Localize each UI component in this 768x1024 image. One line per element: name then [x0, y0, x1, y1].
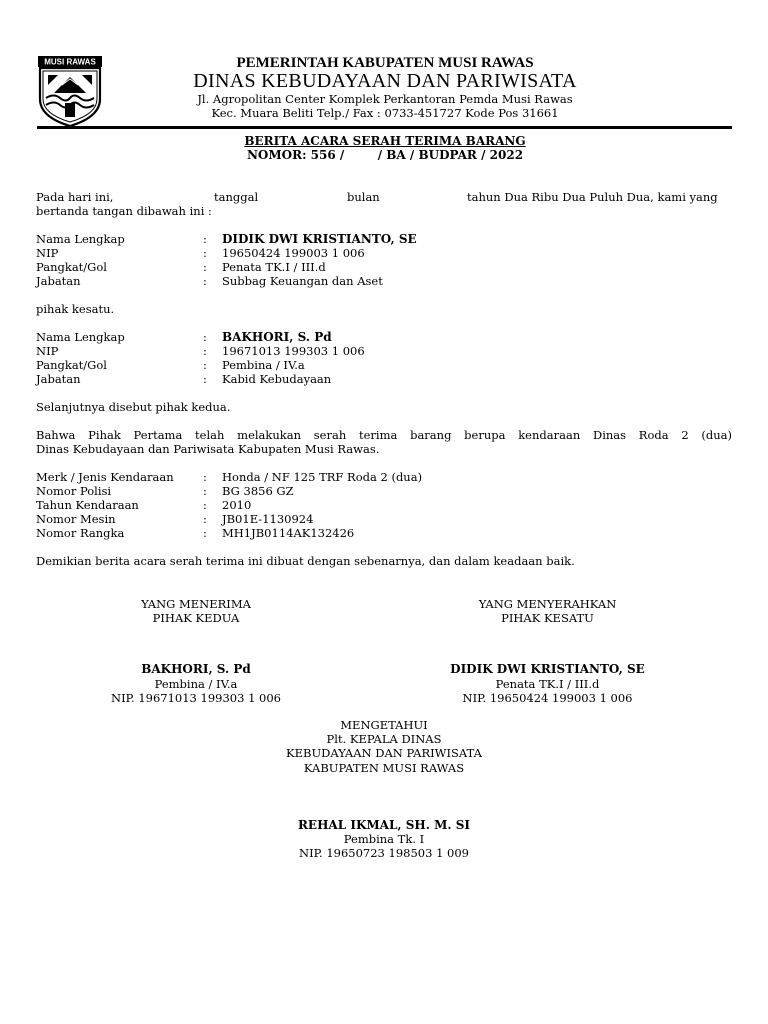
- receiver-nip: NIP. 19671013 199303 1 006: [111, 691, 281, 705]
- receiver-role: YANG MENERIMA: [141, 597, 251, 611]
- party1-colon: :: [203, 232, 207, 246]
- opening-line-2: bertanda tangan dibawah ini :: [36, 204, 212, 218]
- giver-party: PIHAK KESATU: [501, 611, 594, 625]
- giver-rank: Penata TK.I / III.d: [495, 677, 600, 691]
- acknowledger-nip: NIP. 19650723 198503 1 009: [299, 846, 469, 860]
- vehicle-label: Nomor Polisi: [36, 484, 112, 498]
- vehicle-colon: :: [203, 498, 207, 512]
- acknowledger-agency: KEBUDAYAAN DAN PARIWISATA: [286, 746, 482, 760]
- party1-nip: 19650424 199003 1 006: [222, 246, 365, 260]
- vehicle-label: Nomor Mesin: [36, 512, 116, 526]
- vehicle-label: Nomor Rangka: [36, 526, 125, 540]
- closing-statement: Demikian berita acara serah terima ini dibuat dengan sebenarnya, dan dalam keadaan baik.: [36, 554, 575, 568]
- party2-position: Kabid Kebudayaan: [222, 372, 332, 386]
- document-title: BERITA ACARA SERAH TERIMA BARANG: [244, 134, 526, 148]
- opening-word-1: Pada hari ini,: [36, 190, 114, 204]
- vehicle-colon: :: [203, 526, 207, 540]
- vehicle-engine-number: JB01E-1130924: [222, 512, 314, 526]
- letterhead-government: PEMERINTAH KABUPATEN MUSI RAWAS: [236, 55, 534, 71]
- party1-name: DIDIK DWI KRISTIANTO, SE: [222, 232, 417, 246]
- party1-suffix: pihak kesatu.: [36, 302, 115, 316]
- opening-word-4: tahun Dua Ribu Dua Puluh Dua, kami yang: [467, 190, 718, 204]
- letterhead-address: Jl. Agropolitan Center Komplek Perkantoran Pemda Musi Rawas: [197, 92, 573, 106]
- party2-rank: Pembina / IV.a: [222, 358, 305, 372]
- acknowledger-region: KABUPATEN MUSI RAWAS: [303, 761, 465, 775]
- party2-nip: 19671013 199303 1 006: [222, 344, 365, 358]
- acknowledger-title: Plt. KEPALA DINAS: [326, 732, 442, 746]
- receiver-rank: Pembina / IV.a: [154, 677, 238, 691]
- vehicle-frame-number: MH1JB0114AK132426: [222, 526, 355, 540]
- party1-label: NIP: [36, 246, 59, 260]
- opening-word-3: bulan: [347, 190, 380, 204]
- acknowledger-rank: Pembina Tk. I: [343, 832, 425, 846]
- letterhead-contact: Kec. Muara Beliti Telp./ Fax : 0733-451727 Kode Pos 31661: [211, 106, 559, 120]
- party2-colon: :: [203, 330, 207, 344]
- party2-label: Jabatan: [36, 372, 81, 386]
- receiver-name: BAKHORI, S. Pd: [141, 662, 251, 676]
- statement-line-2: Dinas Kebudayaan dan Pariwisata Kabupaten Musi Rawas.: [36, 442, 380, 456]
- party2-name: BAKHORI, S. Pd: [222, 330, 332, 344]
- party1-rank: Penata TK.I / III.d: [222, 260, 326, 274]
- party1-label: Nama Lengkap: [36, 232, 125, 246]
- party1-colon: :: [203, 246, 207, 260]
- vehicle-label: Tahun Kendaraan: [36, 498, 139, 512]
- party1-label: Jabatan: [36, 274, 81, 288]
- party2-colon: :: [203, 344, 207, 358]
- letterhead-agency: DINAS KEBUDAYAAN DAN PARIWISATA: [193, 70, 577, 92]
- party1-colon: :: [203, 274, 207, 288]
- vehicle-label: Merk / Jenis Kendaraan: [36, 470, 174, 484]
- vehicle-plate: BG 3856 GZ: [222, 484, 294, 498]
- letterhead-divider: [37, 126, 732, 129]
- receiver-party: PIHAK KEDUA: [152, 611, 240, 625]
- party2-colon: :: [203, 358, 207, 372]
- party2-label: Pangkat/Gol: [36, 358, 107, 372]
- vehicle-brand: Honda / NF 125 TRF Roda 2 (dua): [222, 470, 423, 484]
- party1-colon: :: [203, 260, 207, 274]
- acknowledger-heading: MENGETAHUI: [340, 718, 428, 732]
- party2-label: Nama Lengkap: [36, 330, 125, 344]
- musi-rawas-crest-logo: [36, 55, 104, 127]
- party1-label: Pangkat/Gol: [36, 260, 107, 274]
- party1-position: Subbag Keuangan dan Aset: [222, 274, 383, 288]
- vehicle-colon: :: [203, 484, 207, 498]
- party2-suffix: Selanjutnya disebut pihak kedua.: [36, 400, 231, 414]
- party2-colon: :: [203, 372, 207, 386]
- vehicle-year: 2010: [222, 498, 252, 512]
- opening-word-2: tanggal: [214, 190, 259, 204]
- giver-role: YANG MENYERAHKAN: [478, 597, 617, 611]
- statement-line-1: Bahwa Pihak Pertama telah melakukan serah terima barang berupa kendaraan Dinas Roda 2 (dua): [36, 428, 732, 442]
- party2-label: NIP: [36, 344, 59, 358]
- giver-nip: NIP. 19650424 199003 1 006: [462, 691, 633, 705]
- giver-name: DIDIK DWI KRISTIANTO, SE: [450, 662, 645, 676]
- logo-text: MUSI RAWAS: [44, 57, 96, 67]
- vehicle-colon: :: [203, 512, 207, 526]
- document-number: NOMOR: 556 / / BA / BUDPAR / 2022: [246, 148, 524, 162]
- vehicle-colon: :: [203, 470, 207, 484]
- acknowledger-name: REHAL IKMAL, SH. M. SI: [297, 818, 471, 832]
